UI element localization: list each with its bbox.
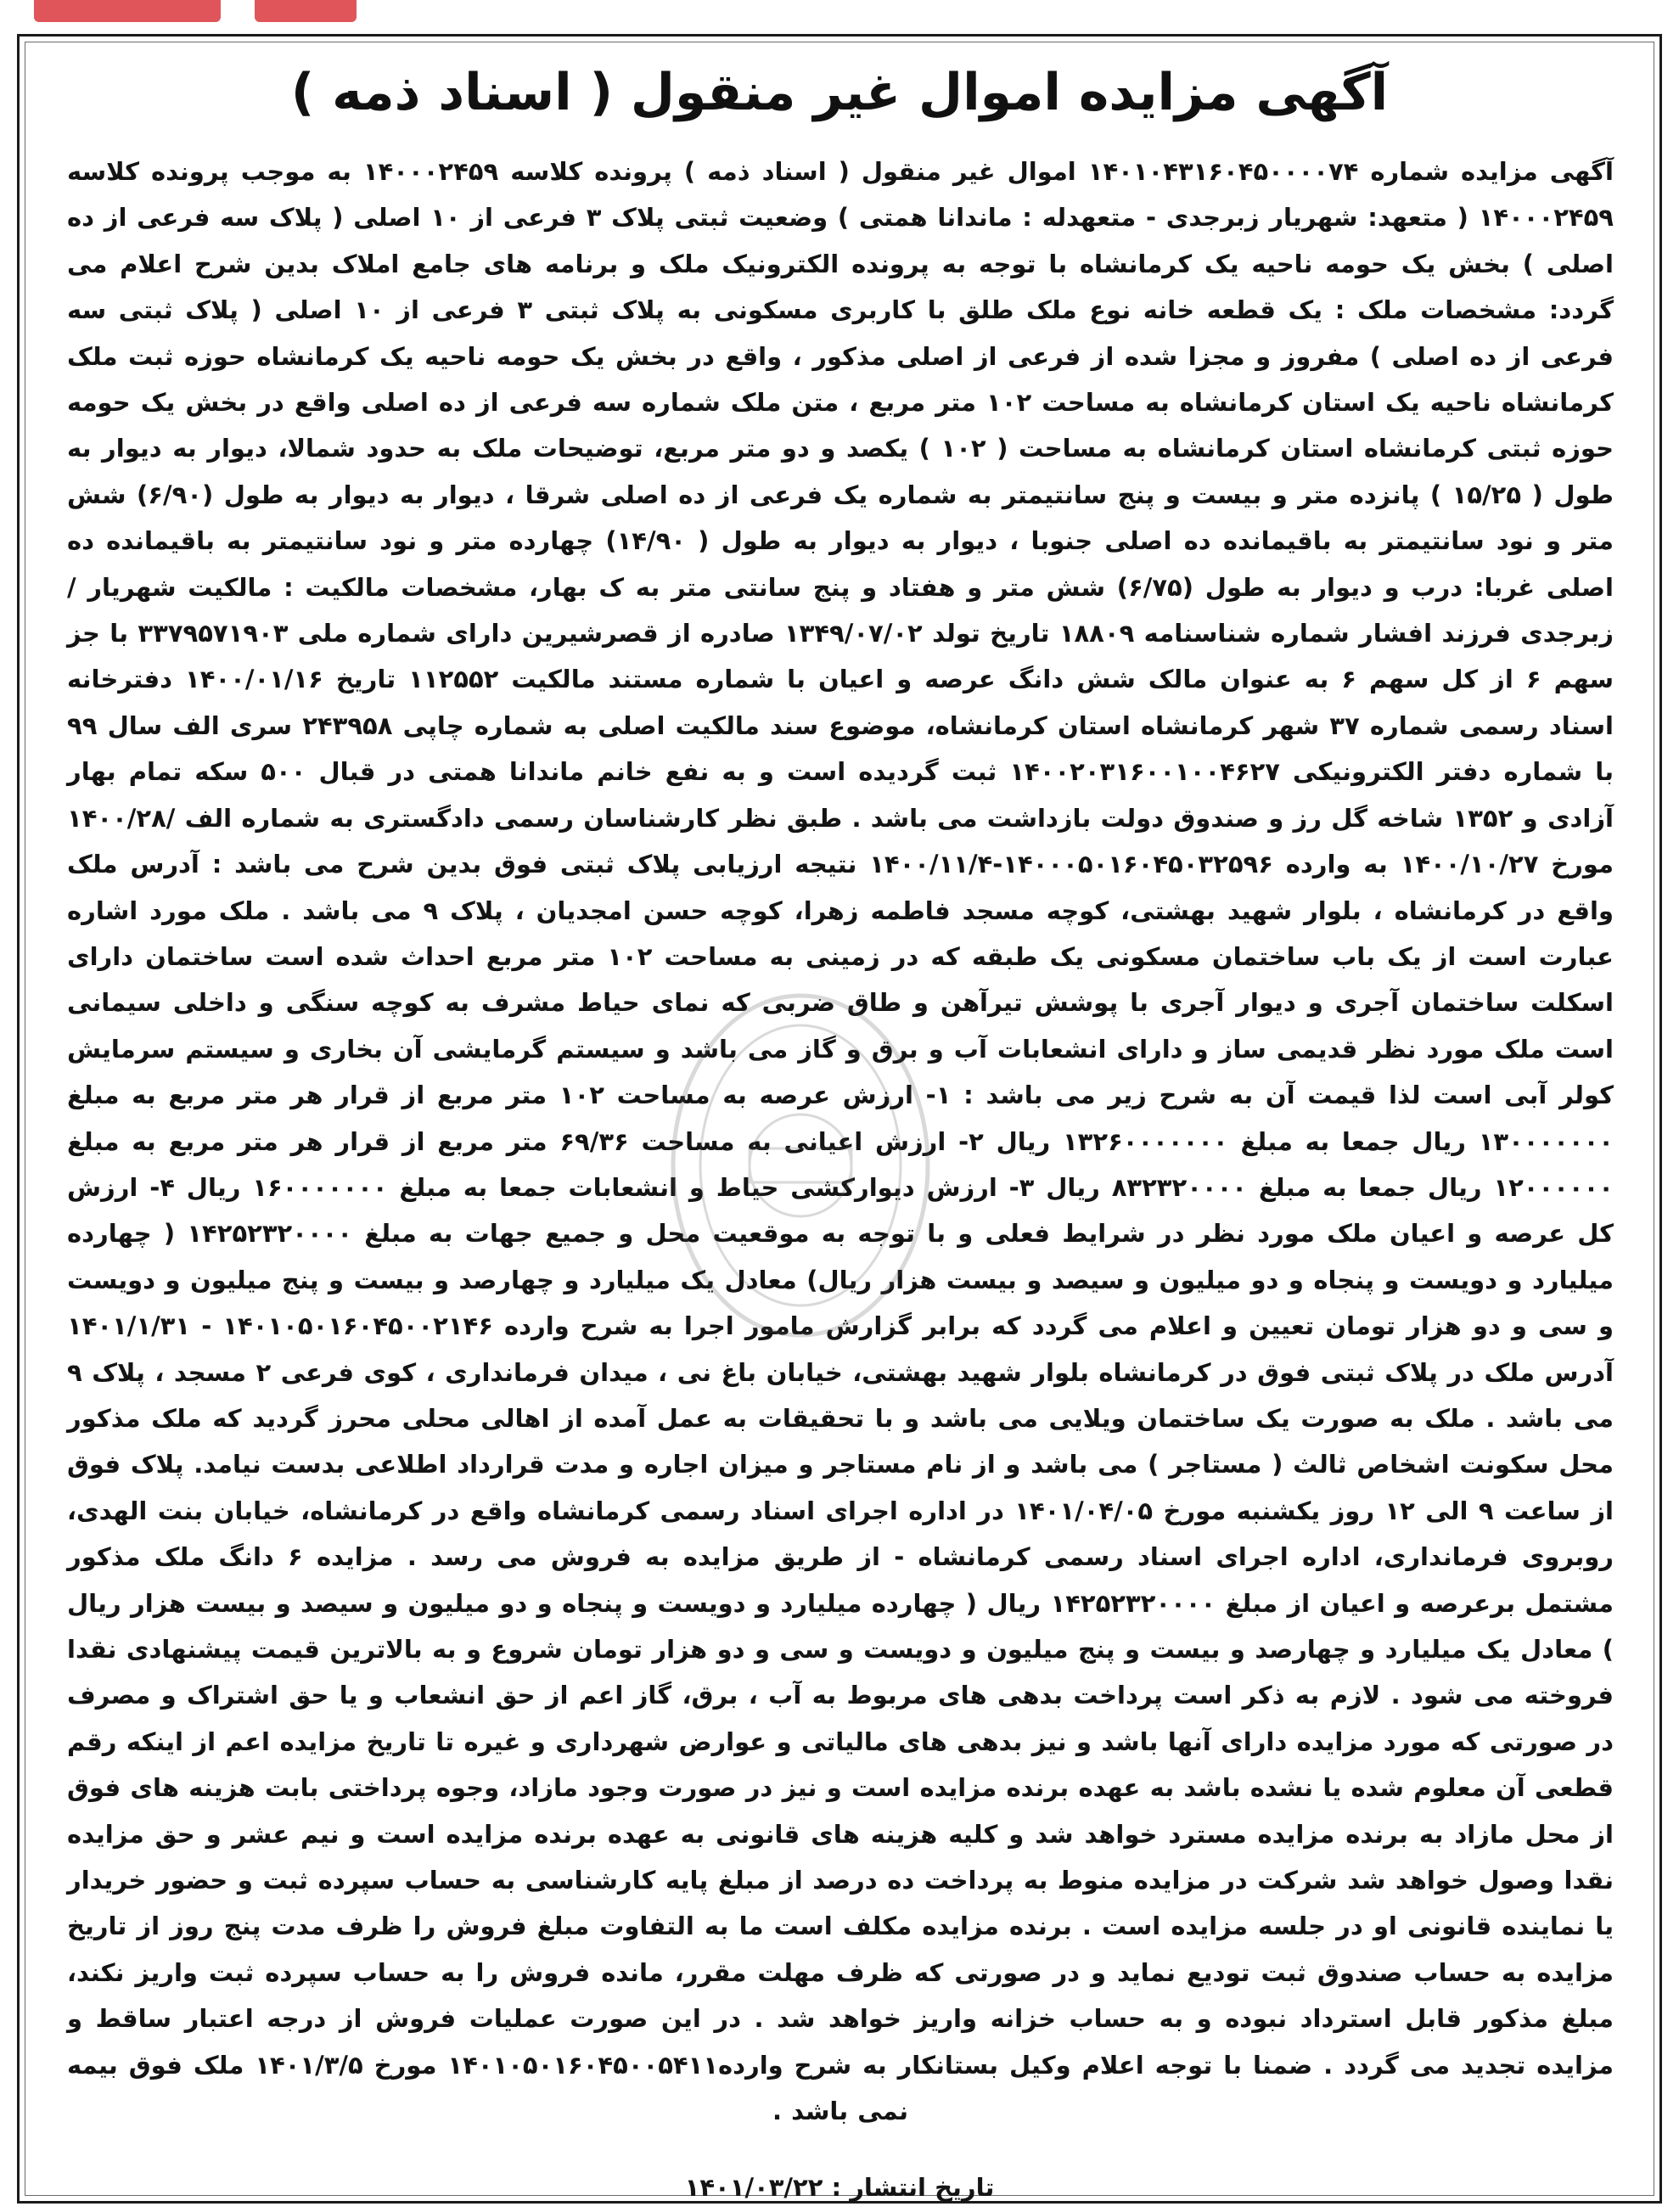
publish-date: تاریخ انتشار : ۱۴۰۱/۰۳/۲۲ (684, 2173, 995, 2202)
notice-title: آگهی مزایده اموال غیر منقول ( اسناد ذمه ) (290, 63, 1389, 122)
notice-body: آگهی مزایده شماره ۱۴۰۱۰۴۳۱۶۰۴۵۰۰۰۰۷۴ اموال غیر منقول ( اسناد ذمه ) پرونده کلاسه ۱۴۰۰۰۲۴۵۹ به موجب پرونده کلاسه ۱۴۰۰۰۲۴۵۹ ( متعهد: شهریار زبرجدی - متعهدله : ماندانا همتی ) وضعیت ثبتی پلاک ۳ فرعی از ۱۰ اصلی ( پلاک سه فرعی از ده اصلی ) بخش یک حومه ناحیه یک کرمانشاه با توجه به پرونده الکترونیک ملک و برنامه های جامع املاک بدین شرح اعلام می گردد: مشخصات ملک : یک قطعه خانه نوع ملک طلق با کاربری مسکونی به پلاک ثبتی ۳ فرعی از ۱۰ اصلی ( پلاک ثبتی سه فرعی از ده اصلی ) مفروز و مجزا شده از فرعی از اصلی مذکور ، واقع در بخش یک حومه ناحیه یک کرمانشاه حوزه ثبت ملک کرمانشاه ناحیه یک استان کرمانشاه به مساحت ۱۰۲ متر مربع ، متن ملک شماره سه فرعی از ده اصلی واقع در بخش یک حومه حوزه ثبتی کرمانشاه استان کرمانشاه به مساحت ( ۱۰۲ ) یکصد و دو متر مربع، توضیحات ملک به حدود شمالا، دیوار به دیوار به طول ( ۱۵/۲۵ ) پانزده متر و بیست و پنج سانتیمتر به شماره یک فرعی از ده اصلی شرقا ، دیوار به دیوار به طول (۶/۹۰) شش متر و نود سانتیمتر به باقیمانده ده اصلی جنوبا ، دیوار به دیوار به طول ( ۱۴/۹۰) چهارده متر و نود سانتیمتر به باقیمانده ده اصلی غربا: درب و دیوار به طول (۶/۷۵) شش متر و هفتاد و پنج سانتی متر به ک بهار، مشخصات مالکیت : مالکیت شهریار /زبرجدی فرزند افشار شماره شناسنامه ۱۸۸۰۹ تاریخ تولد ۱۳۴۹/۰۷/۰۲ صادره از قصرشیرین دارای شماره ملی ۳۳۷۹۵۷۱۹۰۳ با جز سهم ۶ از کل سهم ۶ به عنوان مالک شش دانگ عرصه و اعیان با شماره مستند مالکیت ۱۱۲۵۵۲ تاریخ ۱۴۰۰/۰۱/۱۶ دفترخانه اسناد رسمی شماره ۳۷ شهر کرمانشاه استان کرمانشاه، موضوع سند مالکیت اصلی به شماره چاپی ۲۴۳۹۵۸ سری الف سال ۹۹ با شماره دفتر الکترونیکی ۱۴۰۰۲۰۳۱۶۰۰۱۰۰۴۶۲۷ ثبت گردیده است و به نفع خانم ماندانا همتی در قبال ۵۰۰ سکه تمام بهار آزادی و ۱۳۵۲ شاخه گل رز و صندوق دولت بازداشت می باشد . طبق نظر کارشناسان رسمی دادگستری به شماره الف /۱۴۰۰/۲۸ مورخ ۱۴۰۰/۱۰/۲۷ به وارده ۱۴۰۰۰۵۰۱۶۰۴۵۰۳۲۵۹۶-۱۴۰۰/۱۱/۴ نتیجه ارزیابی پلاک ثبتی فوق بدین شرح می باشد : آدرس ملک واقع در کرمانشاه ، بلوار شهید بهشتی، کوچه مسجد فاطمه زهرا، کوچه حسن امجدیان ، پلاک ۹ می باشد . ملک مورد اشاره عبارت است از یک باب ساختمان مسکونی یک طبقه که در زمینی به مساحت ۱۰۲ متر مربع احداث شده است ساختمان دارای اسکلت ساختمان آجری و دیوار آجری با پوشش تیرآهن و طاق ضربی که نمای حیاط مشرف به کوچه سنگی و داخلی سیمانی است ملک مورد نظر قدیمی ساز و دارای انشعابات آب و برق و گاز می باشد و سیستم گرمایشی آن بخاری و سیستم سرمایش کولر آبی است لذا قیمت آن به شرح زیر می باشد : ۱- ارزش عرصه به مساحت ۱۰۲ متر مربع از قرار هر متر مربع به مبلغ ۱۳۰۰۰۰۰۰۰ ریال جمعا به مبلغ ۱۳۲۶۰۰۰۰۰۰۰ ریال ۲- ارزش اعیانی به مساحت ۶۹/۳۶ متر مربع از قرار هر متر مربع به مبلغ ۱۲۰۰۰۰۰۰ ریال جمعا به مبلغ ۸۳۲۳۲۰۰۰۰ ریال ۳- ارزش دیوارکشی حیاط و انشعابات جمعا به مبلغ ۱۶۰۰۰۰۰۰۰ ریال ۴- ارزش کل عرصه و اعیان ملک مورد نظر در شرایط فعلی و با توجه به موقعیت محل و جمیع جهات به مبلغ ۱۴۲۵۲۳۲۰۰۰۰ ( چهارده میلیارد و دویست و پنجاه و دو میلیون و سیصد و بیست هزار ریال) معادل یک میلیارد و چهارصد و بیست و پنج میلیون و دویست و سی و دو هزار تومان تعیین و اعلام می گردد که برابر گزارش مامور اجرا به شرح وارده ۱۴۰۱۰۵۰۱۶۰۴۵۰۰۲۱۴۶ - ۱۴۰۱/۱/۳۱ آدرس ملک در پلاک ثبتی فوق در کرمانشاه بلوار شهید بهشتی، خیابان باغ نی ، میدان فرمانداری ، کوی فرعی ۲ مسجد ، پلاک ۹ می باشد . ملک به صورت یک ساختمان ویلایی می باشد و با تحقیقات به عمل آمده از اهالی محلی محرز گردید که ملک مذکور محل سکونت اشخاص ثالث ( مستاجر ) می باشد و از نام مستاجر و میزان اجاره و مدت قرارداد اطلاعی بدست نیامد. پلاک فوق از ساعت ۹ الی ۱۲ روز یکشنبه مورخ ۱۴۰۱/۰۴/۰۵ در اداره اجرای اسناد رسمی کرمانشاه واقع در کرمانشاه، خیابان بنت الهدی، روبروی فرمانداری، اداره اجرای اسناد رسمی کرمانشاه - از طریق مزایده به فروش می رسد . مزایده ۶ دانگ ملک مذکور مشتمل برعرصه و اعیان از مبلغ ۱۴۲۵۲۳۲۰۰۰۰ ریال ( چهارده میلیارد و دویست و پنجاه و دو میلیون و سیصد و بیست هزار ریال ) معادل یک میلیارد و چهارصد و بیست و پنج میلیون و دویست و سی و دو هزار تومان شروع و به بالاترین قیمت پیشنهادی نقدا فروخته می شود . لازم به ذکر است پرداخت بدهی های مربوط به آب ، برق، گاز اعم از حق انشعاب و یا حق اشتراک و مصرف در صورتی که مورد مزایده دارای آنها باشد و نیز بدهی های مالیاتی و عوارض شهرداری و غیره تا تاریخ مزایده اعم از اینکه رقم قطعی آن معلوم شده یا نشده باشد به عهده برنده مزایده است و نیز در صورت وجود مازاد، وجوه پرداختی بابت هزینه های فوق از محل مازاد به برنده مزایده مسترد خواهد شد و کلیه هزینه های قانونی به عهده برنده مزایده است و نیم عشر و حق مزایده نقدا وصول خواهد شد شرکت در مزایده منوط به پرداخت ده درصد از مبلغ پایه کارشناسی به حساب سپرده ثبت و حضور خریدار یا نماینده قانونی او در جلسه مزایده است . برنده مزایده مکلف است ما به التفاوت مبلغ فروش را ظرف مدت پنج روز از تاریخ مزایده به حساب صندوق ثبت تودیع نماید و در صورتی که ظرف مهلت مقرر، مانده فروش را به حساب سپرده ثبت واریز نکند، مبلغ مذکور قابل استرداد نبوده و به حساب خزانه واریز خواهد شد . در این صورت عملیات فروش از درجه اعتبار ساقط و مزایده تجدید می گردد . ضمنا با توجه اعلام وکیل بستانکار به شرح وارده۱۴۰۱۰۵۰۱۶۰۴۵۰۰۵۴۱۱ مورخ ۱۴۰۱/۳/۵ ملک فوق بیمه نمی باشد . (67, 157, 1614, 2126)
header-accent-badge (34, 0, 221, 22)
header-accent-badge (255, 0, 357, 22)
top-strip (0, 0, 1679, 31)
auction-notice (17, 34, 1662, 2204)
